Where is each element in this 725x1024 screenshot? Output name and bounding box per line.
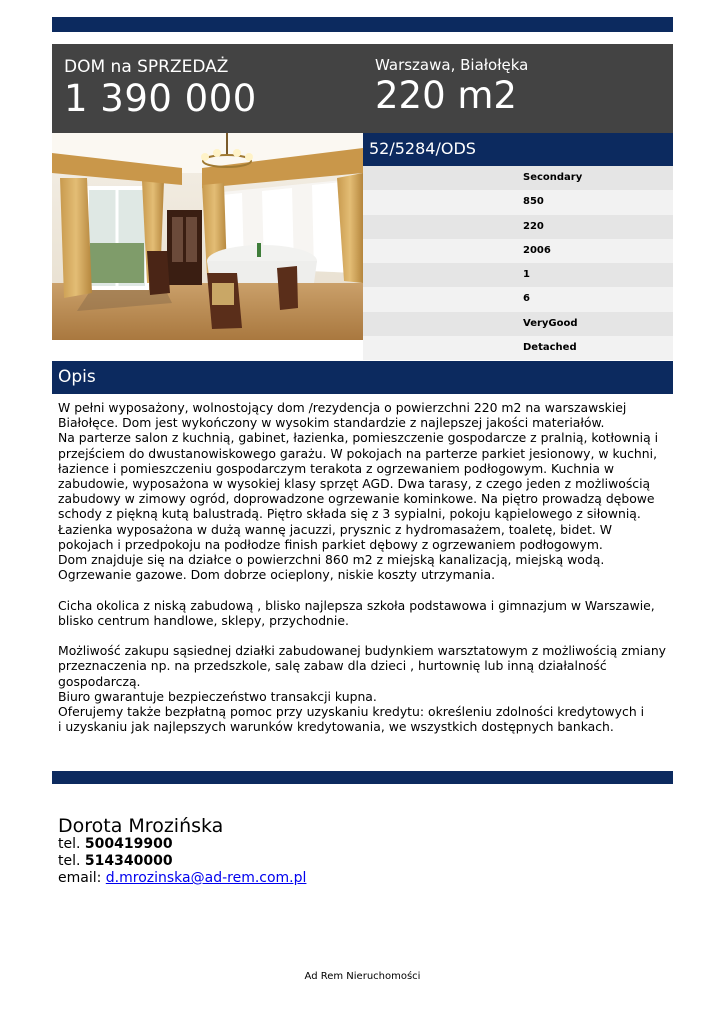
param-row: Secondary — [363, 166, 673, 190]
parameters-table — [363, 166, 673, 360]
agent-phone-2 — [58, 853, 173, 869]
listing-header — [52, 44, 673, 133]
description-spacer — [58, 582, 668, 597]
description-paragraph: Dom znajduje się na działce o powierzchni 860 m2 z miejską kanalizacją, miejską wodą. Ogrzewanie gazowe. Dom dobrze ocieplony, niskie koszty utrzymania. — [58, 552, 605, 583]
description-paragraph: Możliwość zakupu sąsiednej działki zabudowanej budynkiem warsztatowym z możliwością zmiany przeznaczenia np. na przedszkole, salę zabaw dla dzieci , hurtownię lub inną działalność gospodarczą. — [58, 643, 666, 689]
param-row: 2006 — [363, 239, 673, 263]
phone-number: 514340000 — [84, 853, 173, 869]
description-paragraph: Biuro gwarantuje bezpieczeństwo transakcji kupna. — [58, 688, 377, 704]
description-paragraph: Na parterze salon z kuchnią, gabinet, łazienka, pomieszczenie gospodarcze z pralnią, kotłownią i przejściem do dwustanowiskowego garażu. W pokojach na parterze parkiet jesionowy, w kuchni, łazience i pomieszczeniu gospodarczym terakota z ogrzewaniem podłogowym. Kuchnia w zabudowie, wyposażona w wysokiej klasy sprzęt AGD. Dwa tarasy, z czego jeden z możliwością zabudowy w zimowy ogród, doprowadzone ogrzewanie kominkowe. Na piętro prowadzą dębowe schody z piękną kutą balustradą. Piętro składa się z 3 sypialni, pokoju kąpielowego z siłownią. Łazienka wyposażona w dużą wannę jacuzzi, prysznic z hydromasażem, toaletę, bidet. W pokojach i przedpokoju na podłodze finish parkiet dębowy z ogrzewaniem podłogowym. — [58, 430, 659, 552]
reference-number: 52/5284/ODS — [363, 133, 673, 166]
tel-label: tel. — [58, 836, 81, 852]
listing-area: 220 m2 — [375, 74, 517, 117]
param-row: VeryGood — [363, 312, 673, 336]
listing-type: DOM na SPRZEDAŻ — [64, 57, 229, 77]
description-paragraph: W pełni wyposażony, wolnostojący dom /rezydencja o powierzchni 220 m2 na warszawskiej Białołęce. Dom jest wykończony w wysokim standardzie z najlepszej jakości materiałów. — [58, 400, 627, 431]
description-paragraph: Cicha okolica z niską zabudową , blisko najlepsza szkoła podstawowa i gimnazjum w Warszawie, blisko centrum handlowe, sklepy, przychodnie. — [58, 597, 655, 628]
property-photo — [52, 133, 363, 340]
param-row: 6 — [363, 287, 673, 311]
description-paragraph: i uzyskaniu jak najlepszych warunków kredytowania, we wszystkich dostępnych bankach. — [58, 719, 614, 735]
description-paragraph: Oferujemy także bezpłatną pomoc przy uzyskaniu kredytu: określeniu zdolności kredytowych i — [58, 704, 645, 720]
tel-label: tel. — [58, 853, 81, 869]
description-spacer — [58, 628, 668, 643]
param-row: 1 — [363, 263, 673, 287]
param-row: 850 — [363, 190, 673, 214]
agent-name: Dorota Mrozińska — [58, 815, 224, 837]
email-link[interactable]: d.mrozinska@ad-rem.com.pl — [105, 870, 307, 886]
divider-bar — [52, 771, 673, 784]
description-text — [58, 400, 668, 734]
listing-price: 1 390 000 — [64, 77, 257, 120]
agent-email — [58, 870, 306, 886]
listing-location: Warszawa, Białołęka — [375, 56, 529, 74]
agent-phone-1 — [58, 836, 173, 852]
phone-number: 500419900 — [84, 836, 173, 852]
email-label: email: — [58, 870, 102, 886]
footer-company: Ad Rem Nieruchomości — [304, 971, 421, 982]
param-row: Detached — [363, 336, 673, 360]
top-accent-bar — [52, 17, 673, 32]
section-title-description: Opis — [52, 361, 673, 394]
param-row: 220 — [363, 215, 673, 239]
